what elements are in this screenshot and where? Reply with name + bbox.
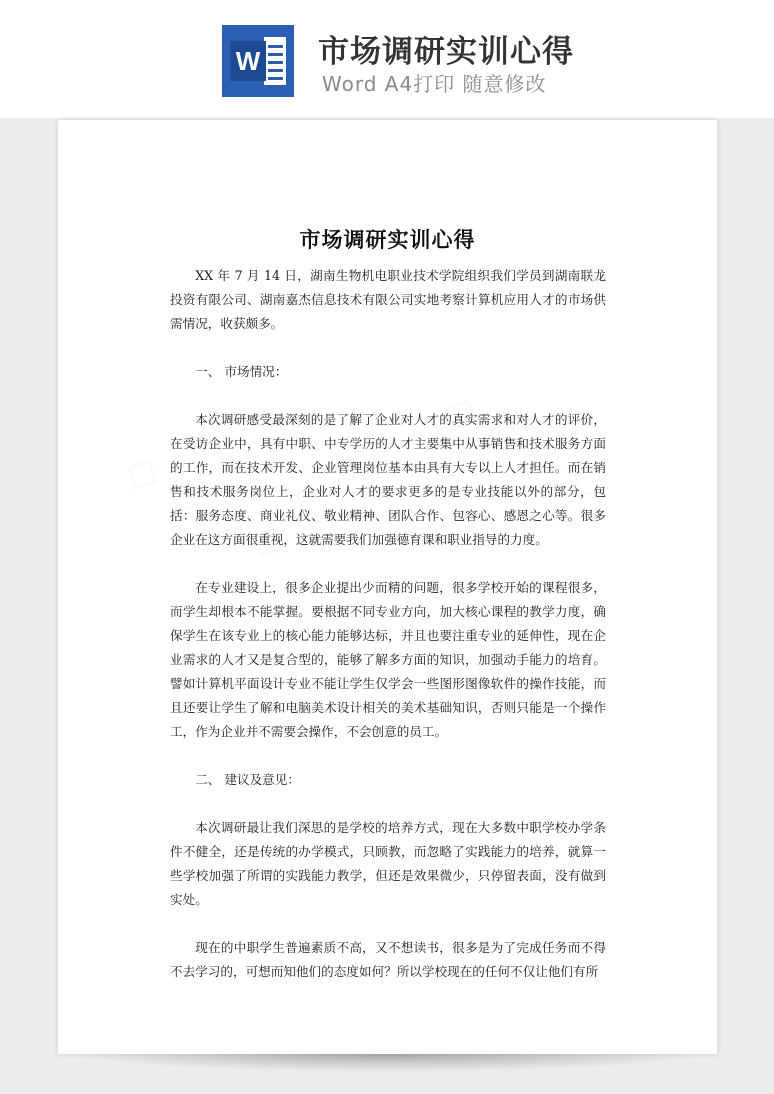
- document-title: 市场调研实训心得: [299, 228, 476, 252]
- section-heading-market: 一、 市场情况：: [195, 364, 288, 379]
- page-header: [0, 0, 774, 118]
- paragraph-training-mode: 本次调研最让我们深思的是学校的培养方式，现在大多数中职学校办学条件不健全，还是传统的办学模式，只顾教，而忽略了实践能力的培养，就算一些学校加强了所谓的实践能力教学，但还是效果微少，只停留表面，没有做到实处。: [170, 820, 606, 907]
- paragraph-intro: XX 年 7 月 14 日，湖南生物机电职业技术学院组织我们学员到湖南联龙投资有限公司、湖南嘉杰信息技术有限公司实地考察计算机应用人才的市场供需情况，收获颇多。: [170, 268, 606, 331]
- header-title: 市场调研实训心得: [318, 34, 574, 70]
- paragraph-market-needs: 本次调研感受最深刻的是了解了企业对人才的真实需求和对人才的评价，在受访企业中，具有中职、中专学历的人才主要集中从事销售和技术服务方面的工作，而在技术开发、企业管理岗位基本由具有大专以上人才担任。而在销售和技术服务岗位上，企业对人才的要求更多的是专业技能以外的部分，包括：服务态度、商业礼仪、敬业精神、团队合作、包容心、感恩之心等。很多企业在这方面很重视，这就需要我们加强德育课和职业指导的力度。: [170, 412, 606, 547]
- page-shadow: [72, 1054, 703, 1072]
- header-subtitle: Word A4打印 随意修改: [322, 72, 547, 96]
- word-document-icon: [220, 23, 296, 99]
- section-heading-suggestions: 二、 建议及意见：: [195, 772, 300, 787]
- document-page: [58, 120, 717, 1054]
- word-icon-letter: W: [235, 46, 261, 76]
- document-body: [170, 264, 606, 1008]
- paragraph-students: 现在的中职学生普遍素质不高，又不想读书，很多是为了完成任务而不得不去学习的，可想而知他们的态度如何？所以学校现在的任何不仅让他们有所: [170, 940, 606, 979]
- paragraph-specialty: 在专业建设上，很多企业提出少而精的问题，很多学校开始的课程很多，而学生却根本不能掌握。要根据不同专业方向，加大核心课程的教学力度，确保学生在该专业上的核心能力能够达标，并且也要注重专业的延伸性，现在企业需求的人才又是复合型的，能够了解多方面的知识，加强动手能力的培育。譬如计算机平面设计专业不能让学生仅学会一些图形图像软件的操作技能，而且还要让学生了解和电脑美术设计相关的美术基础知识，否则只能是一个操作工，作为企业并不需要会操作，不会创意的员工。: [170, 580, 606, 739]
